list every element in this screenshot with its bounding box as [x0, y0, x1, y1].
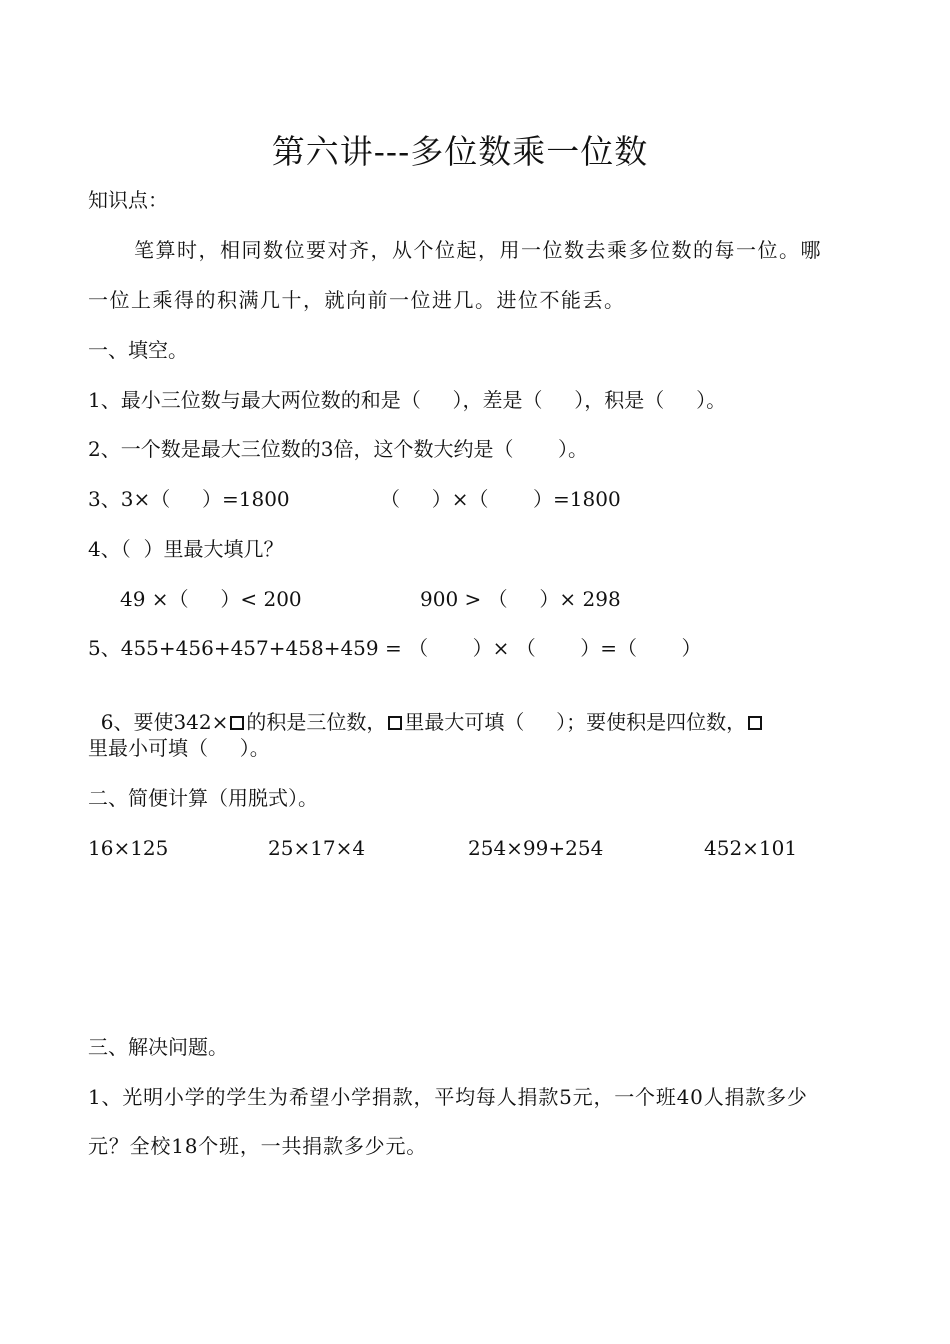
question-1-6: [88, 686, 764, 734]
section2-heading: 二、简便计算（用脱式）。: [88, 786, 318, 810]
question-1-3a: 3、3×（ ）=1800: [88, 487, 290, 511]
question-1-6-mid1: 的积是三位数，: [246, 710, 387, 734]
calc-item-3: 254×99+254: [468, 836, 604, 860]
calc-item-1: 16×125: [88, 836, 169, 860]
question-1-5: 5、455+456+457+458+459 = （ ）× （ ）=（ ）: [88, 636, 702, 660]
problem-1-line-2: 元？全校18个班，一共捐款多少元。: [88, 1134, 428, 1158]
blank-square-icon: [388, 716, 402, 730]
question-1-2: 2、一个数是最大三位数的3倍，这个数大约是（ ）。: [88, 437, 588, 461]
problem-1-line-1: 1、光明小学的学生为希望小学捐款，平均每人捐款5元，一个班40人捐款多少: [88, 1085, 808, 1109]
question-1-4: 4、（ ）里最大填几？: [88, 537, 284, 561]
section1-heading: 一、填空。: [88, 338, 188, 362]
question-1-1: 1、最小三位数与最大两位数的和是（ ），差是（ ），积是（ ）。: [88, 388, 727, 412]
question-1-6-prefix: 6、要使342×: [100, 710, 229, 734]
question-1-4a: 49 ×（ ）< 200: [120, 587, 302, 611]
question-1-6-line2: 里最小可填（ ）。: [88, 736, 270, 760]
knowledge-line-1: 笔算时，相同数位要对齐，从个位起，用一位数去乘多位数的每一位。哪: [134, 238, 822, 262]
calc-item-4: 452×101: [704, 836, 798, 860]
calc-item-2: 25×17×4: [268, 836, 366, 860]
question-1-6-mid2: 里最大可填（ ）；要使积是四位数，: [404, 710, 747, 734]
knowledge-line-2: 一位上乘得的积满几十，就向前一位进几。进位不能丢。: [88, 288, 626, 312]
knowledge-label: 知识点：: [88, 188, 168, 212]
question-1-3b: （ ）×（ ）=1800: [380, 487, 621, 511]
page-title: 第六讲---多位数乘一位数: [271, 132, 649, 171]
blank-square-icon: [230, 716, 244, 730]
section3-heading: 三、解决问题。: [88, 1035, 228, 1059]
blank-square-icon: [748, 716, 762, 730]
question-1-4b: 900 > （ ）× 298: [420, 587, 621, 611]
